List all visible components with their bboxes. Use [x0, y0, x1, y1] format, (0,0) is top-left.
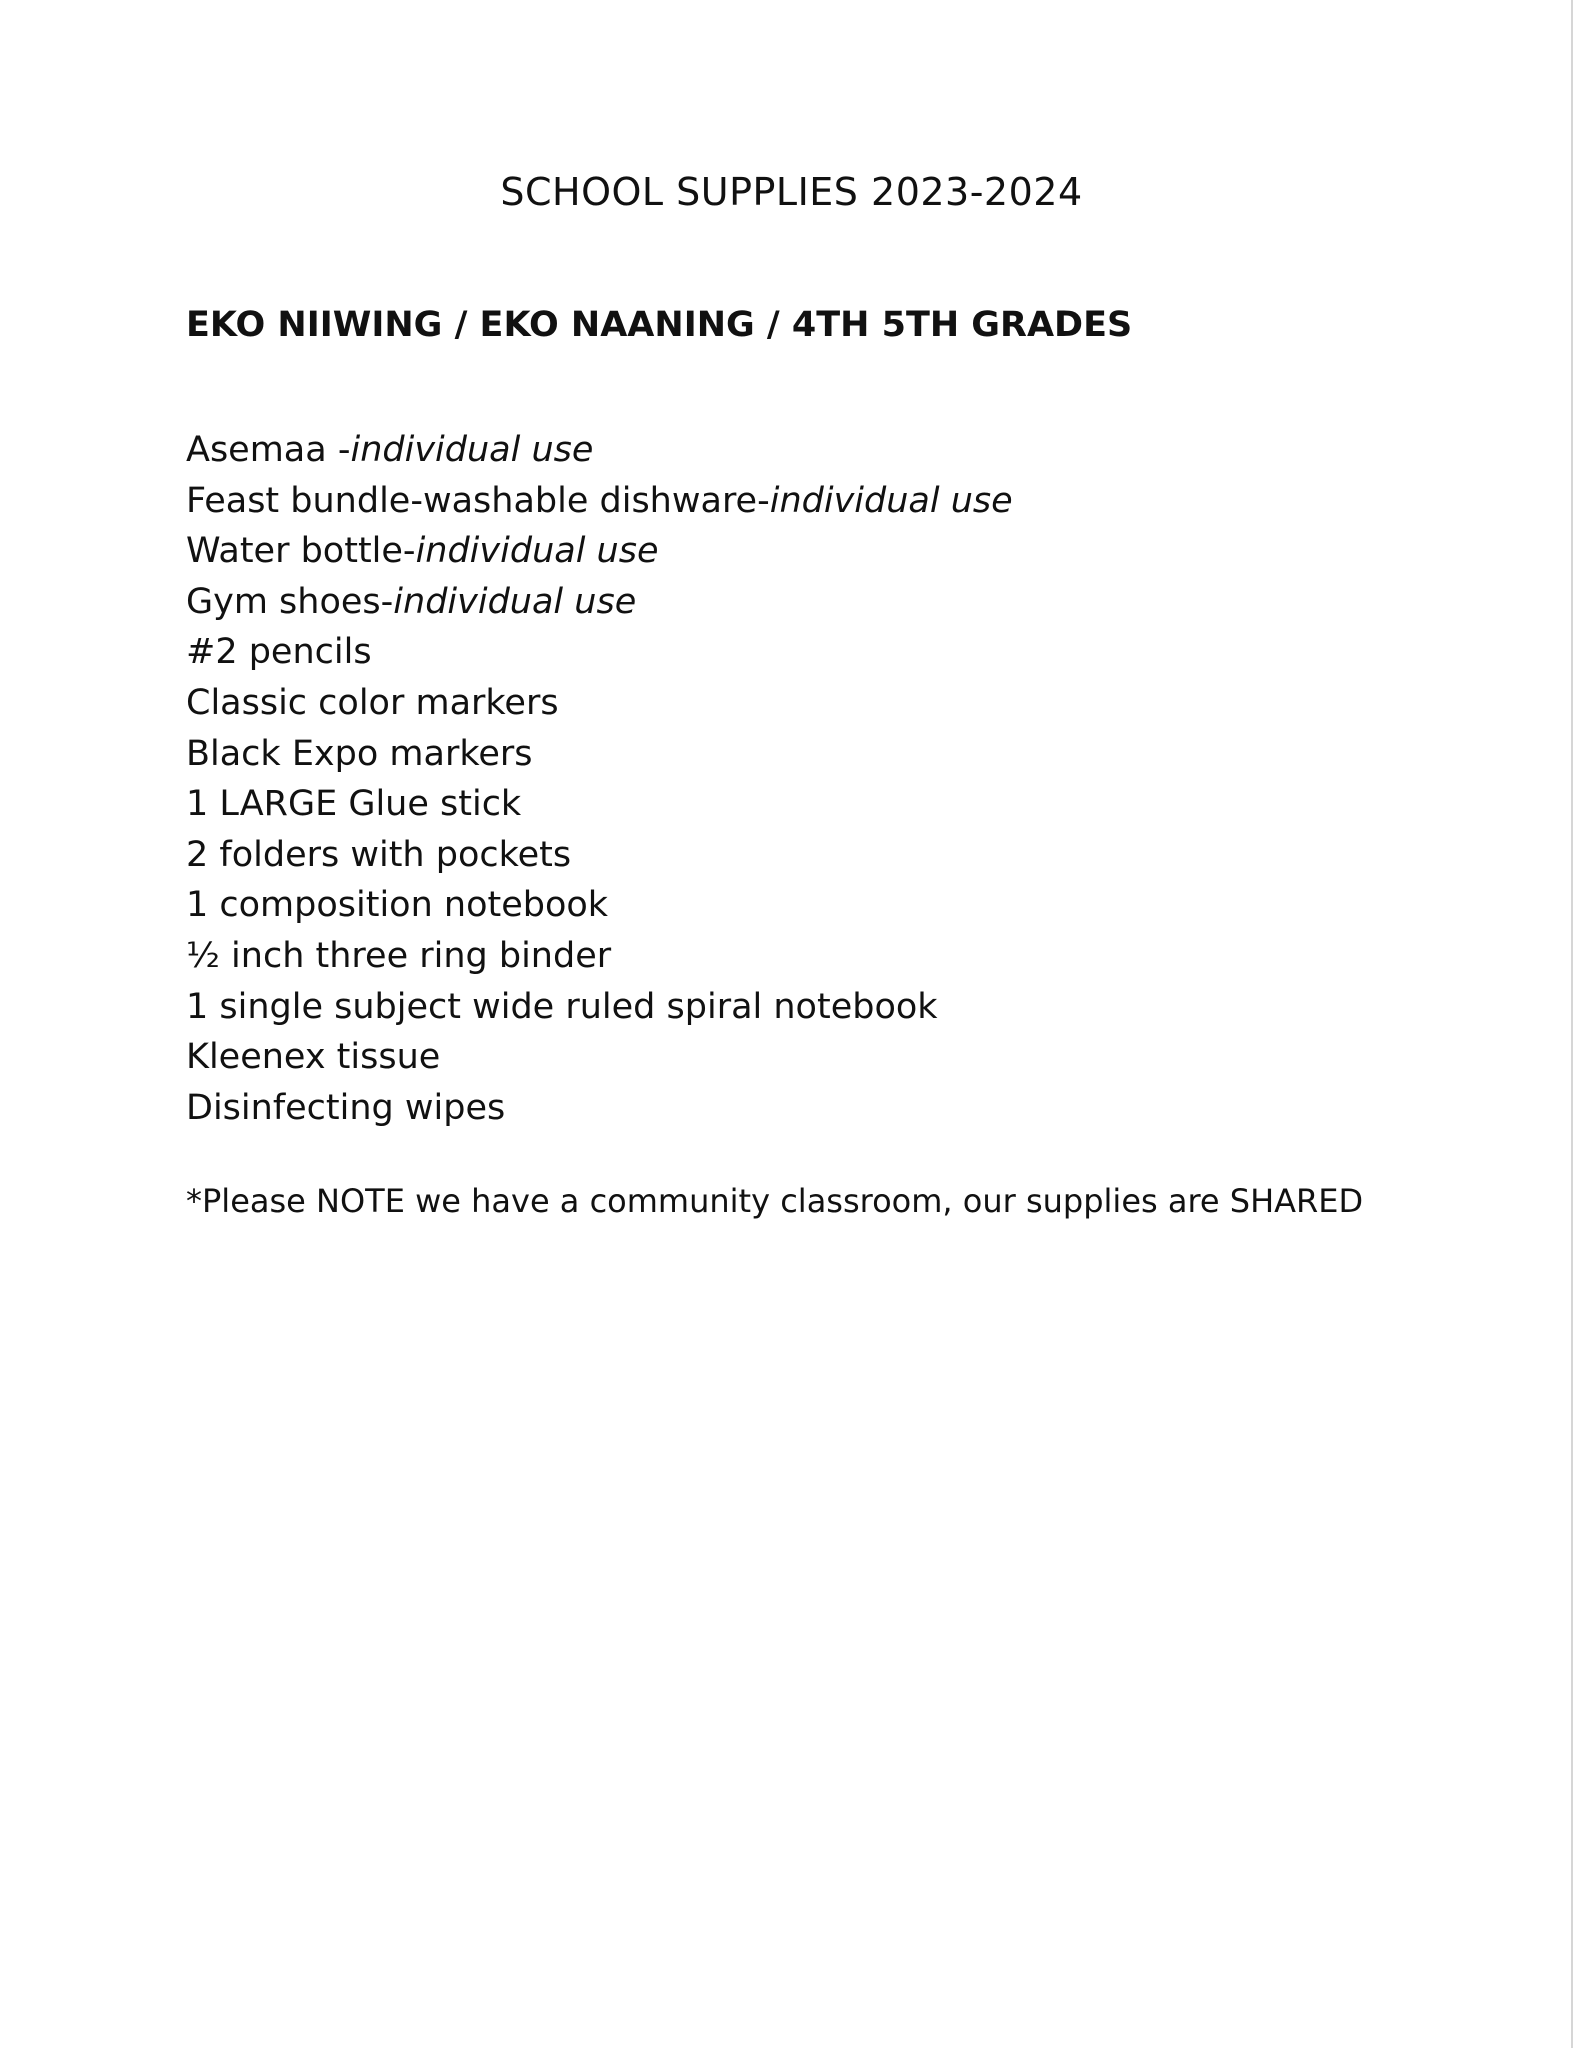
- supply-item: [186, 526, 1013, 577]
- supply-item-text: Water bottle-: [186, 531, 416, 572]
- supply-item-text: #2 pencils: [186, 632, 372, 673]
- supply-item: [186, 880, 1013, 931]
- supply-item: [186, 779, 1013, 830]
- supply-item-note: individual use: [415, 531, 659, 572]
- supply-item-text: ½ inch three ring binder: [186, 935, 612, 976]
- supply-item: [186, 830, 1013, 881]
- supply-item-text: 2 folders with pockets: [186, 834, 572, 875]
- supply-item-text: Asemaa -: [186, 430, 351, 470]
- supply-item: [186, 476, 1013, 527]
- supply-item-text: 1 LARGE Glue stick: [186, 784, 522, 825]
- supply-item-text: Classic color markers: [186, 682, 559, 723]
- supply-item-note: individual use: [350, 430, 594, 470]
- supply-item: [186, 627, 1013, 678]
- shared-supplies-footnote: *Please NOTE we have a community classroom, our supplies are SHARED: [186, 1182, 1364, 1220]
- supply-item: [186, 729, 1013, 780]
- supply-list: [186, 425, 1013, 1133]
- supply-item-note: individual use: [769, 480, 1013, 521]
- page-edge-divider: [1571, 0, 1573, 2048]
- document-title: SCHOOL SUPPLIES 2023-2024: [500, 170, 1083, 214]
- supply-item: [186, 1032, 1013, 1083]
- supply-item: [186, 931, 1013, 982]
- supply-item: [186, 425, 1013, 476]
- supply-item: [186, 577, 1013, 628]
- supply-item-text: 1 composition notebook: [186, 885, 609, 926]
- supply-item-note: individual use: [393, 581, 637, 622]
- supply-item-text: Disinfecting wipes: [186, 1087, 506, 1128]
- supply-item-text: 1 single subject wide ruled spiral notebook: [186, 986, 938, 1027]
- supply-item: [186, 678, 1013, 729]
- supply-item: [186, 1083, 1013, 1134]
- supply-item-text: Gym shoes-: [186, 581, 394, 622]
- grade-heading: EKO NIIWING / EKO NAANING / 4TH 5TH GRADES: [186, 305, 1133, 345]
- supply-item-text: Feast bundle-washable dishware-: [186, 480, 770, 521]
- supply-item: [186, 982, 1013, 1033]
- supply-item-text: Black Expo markers: [186, 733, 533, 774]
- supply-item-text: Kleenex tissue: [186, 1037, 441, 1078]
